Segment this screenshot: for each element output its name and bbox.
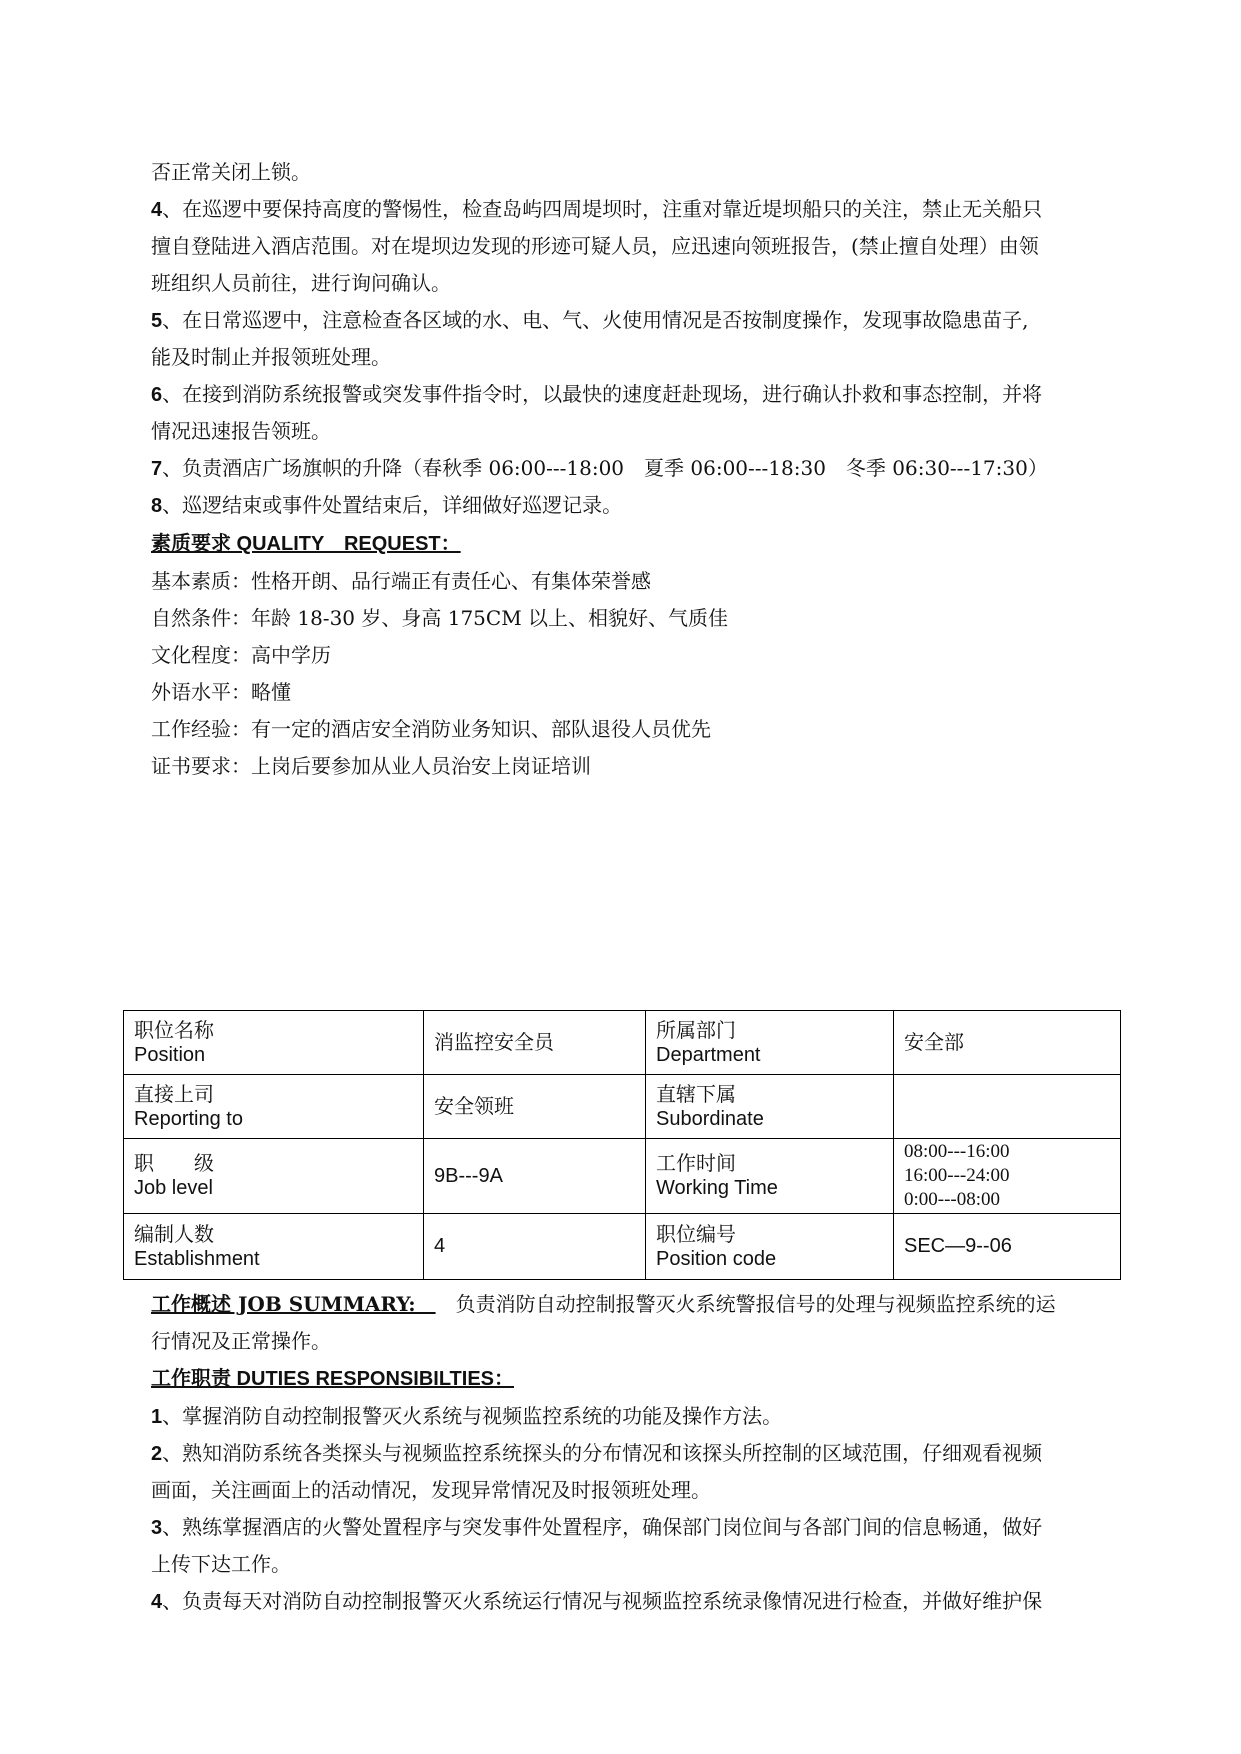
duty-3-line-2: 上传下达工作。 bbox=[151, 1552, 291, 1576]
item-number: 4 bbox=[151, 1591, 163, 1613]
table-value-cell: 消监控安全员 bbox=[424, 1011, 646, 1075]
quality-basic: 基本素质：性格开朗、品行端正有责任心、有集体荣誉感 bbox=[151, 569, 651, 593]
working-time-shift-2: 16:00---24:00 bbox=[904, 1165, 1010, 1186]
duty-item-5 bbox=[151, 302, 1111, 340]
quality-heading bbox=[151, 529, 461, 558]
table-label-cell: 职位编号 Position code bbox=[646, 1214, 894, 1280]
duty-item-7 bbox=[151, 450, 1111, 488]
table-value-cell: 安全部 bbox=[894, 1011, 1121, 1075]
table-row bbox=[124, 1011, 1121, 1075]
job-summary-line-2: 行情况及正常操作。 bbox=[151, 1329, 331, 1353]
item-text-line: 、熟知消防系统各类探头与视频监控系统探头的分布情况和该探头所控制的区域范围，仔细观看视频 bbox=[162, 1441, 1043, 1465]
item-text-line: 、巡逻结束或事件处置结束后，详细做好巡逻记录。 bbox=[162, 493, 623, 517]
table-label-cell: 直接上司 Reporting to bbox=[124, 1075, 424, 1139]
table-value-cell bbox=[894, 1075, 1121, 1139]
table-label-cell: 工作时间 Working Time bbox=[646, 1139, 894, 1214]
table-value-cell: 9B---9A bbox=[424, 1139, 646, 1214]
job-summary bbox=[151, 1286, 1111, 1323]
table-value-cell-times bbox=[894, 1139, 1121, 1214]
quality-education: 文化程度：高中学历 bbox=[151, 643, 331, 667]
duty-item-8 bbox=[151, 487, 1111, 525]
item-text-line: 、掌握消防自动控制报警灭火系统与视频监控系统的功能及操作方法。 bbox=[162, 1404, 783, 1428]
table-value-cell: 4 bbox=[424, 1214, 646, 1280]
table-label-cell: 编制人数 Establishment bbox=[124, 1214, 424, 1280]
table-label-cell: 职位名称 Position bbox=[124, 1011, 424, 1075]
duty-item-4 bbox=[151, 191, 1111, 229]
table-value-cell: 安全领班 bbox=[424, 1075, 646, 1139]
item-text-line: 、在巡逻中要保持高度的警惕性，检查岛屿四周堤坝时，注重对靠近堤坝船只的关注，禁止无关船只 bbox=[162, 197, 1043, 221]
duty-item-4-line-2: 擅自登陆进入酒店范围。对在堤坝边发现的形迹可疑人员，应迅速向领班报告，(禁止擅自处理）由领 bbox=[151, 234, 1039, 258]
table-row bbox=[124, 1075, 1121, 1139]
duty-2-line-2: 画面，关注画面上的活动情况，发现异常情况及时报领班处理。 bbox=[151, 1478, 711, 1502]
table-row bbox=[124, 1214, 1121, 1280]
item-number: 4 bbox=[151, 199, 163, 221]
duty-item-4-line-3: 班组织人员前往，进行询问确认。 bbox=[151, 271, 451, 295]
item-text-line: 、在接到消防系统报警或突发事件指令时，以最快的速度赶赴现场，进行确认扑救和事态控制，并将 bbox=[162, 382, 1043, 406]
duties-heading-en: DUTIES RESPONSIBILTIES： bbox=[231, 1368, 514, 1390]
quality-natural: 自然条件：年龄 18-30 岁、身高 175CM 以上、相貌好、气质佳 bbox=[151, 606, 729, 630]
table-label-cell: 直辖下属 Subordinate bbox=[646, 1075, 894, 1139]
item-text-line: 、熟练掌握酒店的火警处置程序与突发事件处置程序，确保部门岗位间与各部门间的信息畅通，做好 bbox=[162, 1515, 1043, 1539]
item-number: 8 bbox=[151, 495, 163, 517]
item-text-line: 、在日常巡逻中，注意检查各区域的水、电、气、火使用情况是否按制度操作，发现事故隐患苗子, bbox=[162, 308, 1029, 332]
quality-certificate: 证书要求：上岗后要参加从业人员治安上岗证培训 bbox=[151, 754, 591, 778]
position-info-table bbox=[123, 1010, 1121, 1280]
quality-language: 外语水平：略懂 bbox=[151, 680, 291, 704]
quality-heading-en: QUALITY REQUEST： bbox=[231, 533, 461, 555]
quality-experience: 工作经验：有一定的酒店安全消防业务知识、部队退役人员优先 bbox=[151, 717, 711, 741]
item-number: 6 bbox=[151, 384, 163, 406]
duty-1 bbox=[151, 1398, 1111, 1436]
working-time-shift-3: 0:00---08:00 bbox=[904, 1189, 1001, 1210]
duty-3 bbox=[151, 1509, 1111, 1547]
job-summary-heading: 工作概述 JOB SUMMARY: bbox=[151, 1292, 436, 1316]
job-summary-text: 负责消防自动控制报警灭火系统警报信号的处理与视频监控系统的运 bbox=[435, 1292, 1056, 1316]
duty-item-6-line-2: 情况迅速报告领班。 bbox=[151, 419, 331, 443]
quality-heading-cn: 素质要求 bbox=[151, 531, 231, 555]
item-text-line: 、负责酒店广场旗帜的升降（春秋季 06:00---18:00 夏季 06:00---18:30 冬季 06:30---17:30） bbox=[162, 456, 1048, 480]
table-label-cell: 职 级 Job level bbox=[124, 1139, 424, 1214]
duties-heading-cn: 工作职责 bbox=[151, 1366, 231, 1390]
paragraph-continuation: 否正常关闭上锁。 bbox=[151, 160, 311, 184]
duty-item-6 bbox=[151, 376, 1111, 414]
table-row bbox=[124, 1139, 1121, 1214]
item-number: 5 bbox=[151, 310, 163, 332]
duty-2 bbox=[151, 1435, 1111, 1473]
item-number: 7 bbox=[151, 458, 163, 480]
working-time-shift-1: 08:00---16:00 bbox=[904, 1141, 1010, 1162]
item-number: 3 bbox=[151, 1517, 163, 1539]
duty-4 bbox=[151, 1583, 1111, 1621]
item-text-line: 、负责每天对消防自动控制报警灭火系统运行情况与视频监控系统录像情况进行检查，并做好维护保 bbox=[162, 1589, 1043, 1613]
item-number: 2 bbox=[151, 1443, 163, 1465]
table-label-cell: 所属部门 Department bbox=[646, 1011, 894, 1075]
duties-heading bbox=[151, 1364, 514, 1393]
duty-item-5-line-2: 能及时制止并报领班处理。 bbox=[151, 345, 391, 369]
item-number: 1 bbox=[151, 1406, 163, 1428]
table-value-cell: SEC—9--06 bbox=[894, 1214, 1121, 1280]
